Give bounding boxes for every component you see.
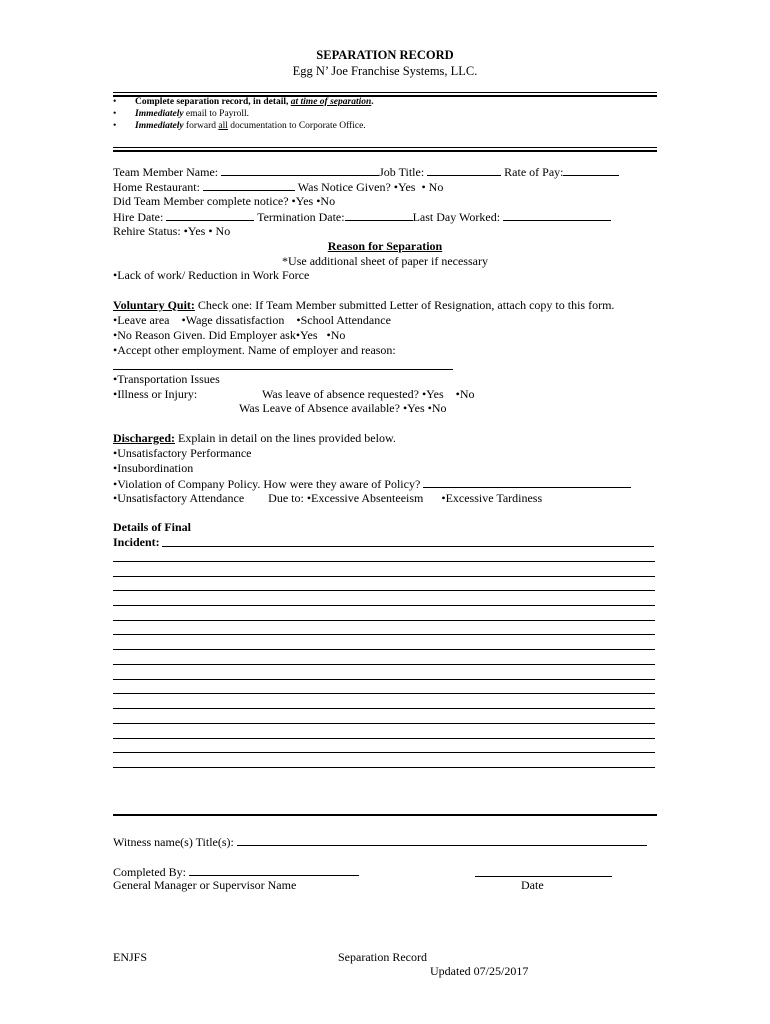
home-restaurant-field[interactable] [203, 179, 295, 191]
leave-area-option[interactable]: •Leave area [113, 313, 170, 327]
details-line[interactable] [113, 679, 655, 680]
gm-name-label: General Manager or Supervisor Name [113, 878, 297, 892]
rate-of-pay-field[interactable] [563, 164, 619, 176]
details-label: Details of Final [113, 520, 191, 534]
details-line[interactable] [113, 634, 655, 635]
instruction-item-1: • Complete separation record, in detail, at time of separation. [113, 97, 374, 107]
attendance-option[interactable]: •Unsatisfactory Attendance [113, 491, 245, 505]
details-line[interactable] [113, 723, 655, 724]
details-line[interactable] [113, 590, 655, 591]
bullet-icon: • [113, 97, 117, 107]
instruction-item-2: • Immediately email to Payroll. [113, 109, 249, 119]
complete-notice-row: Did Team Member complete notice? •Yes •No [113, 194, 336, 208]
incident-label: Incident: [113, 535, 160, 549]
details-line[interactable] [113, 752, 655, 753]
details-line[interactable] [113, 605, 655, 606]
insubordination-option[interactable]: •Insubordination [113, 461, 194, 475]
bullet-icon: • [113, 109, 117, 119]
no-reason-row [113, 328, 345, 343]
last-day-worked-field[interactable] [503, 209, 611, 221]
loa-requested-yes[interactable]: •Yes [421, 387, 444, 401]
tardiness-option[interactable]: •Excessive Tardiness [441, 491, 543, 505]
discharged-heading: Discharged: Explain in detail on the lines provided below. [113, 431, 396, 445]
rehire-no-option[interactable]: • No [208, 224, 231, 238]
instructions-divider [113, 147, 657, 152]
company-name: Egg N’ Joe Franchise Systems, LLC. [292, 64, 478, 78]
employer-reason-line[interactable] [113, 369, 453, 370]
wage-option[interactable]: •Wage dissatisfaction [181, 313, 285, 327]
details-line[interactable] [113, 738, 655, 739]
attendance-row: •Unsatisfactory Attendance Due to: •Excessive Absenteeism •Excessive Tardiness [113, 491, 543, 505]
policy-awareness-field[interactable] [423, 476, 631, 488]
violation-option[interactable]: •Violation of Company Policy. How were they aware of Policy? [113, 477, 421, 491]
details-line[interactable] [113, 767, 655, 768]
hire-date-field[interactable] [166, 209, 254, 221]
accept-other-option[interactable]: •Accept other employment. Name of employer and reason: [113, 343, 396, 357]
witness-field[interactable] [237, 834, 647, 846]
employer-ask-yes[interactable]: •Yes [295, 328, 318, 342]
date-field[interactable] [475, 876, 612, 877]
details-line[interactable] [113, 620, 655, 621]
violation-row [113, 476, 631, 492]
details-line[interactable] [113, 649, 655, 650]
team-member-row: Team Member Name: Job Title: Rate of Pay: [113, 164, 619, 180]
unsatisfactory-performance-option[interactable]: •Unsatisfactory Performance [113, 446, 252, 460]
reason-heading: Reason for Separation [327, 239, 443, 253]
form-title: SEPARATION RECORD [316, 48, 454, 62]
details-line[interactable] [113, 693, 655, 694]
reason-note: *Use additional sheet of paper if necessary [282, 254, 488, 268]
loa-available-row: Was Leave of Absence available? •Yes •No [239, 401, 447, 415]
voluntary-options-row [113, 313, 391, 328]
loa-available-yes[interactable]: •Yes [402, 401, 425, 415]
witness-row: Witness name(s) Title(s): [113, 834, 647, 850]
loa-requested-row: Was leave of absence requested? •Yes •No [262, 387, 475, 401]
loa-available-no[interactable]: •No [427, 401, 447, 415]
illness-option[interactable]: •Illness or Injury: [113, 387, 198, 401]
instruction-item-3: • Immediately forward all documentation to Corporate Office. [113, 121, 366, 131]
team-member-name-field[interactable] [221, 164, 379, 176]
lack-of-work-option[interactable]: •Lack of work/ Reduction in Work Force [113, 268, 310, 282]
completed-by-field[interactable] [189, 864, 359, 876]
completed-by-row: Completed By: [113, 864, 359, 880]
notice-yes-option[interactable]: •Yes [393, 180, 416, 194]
footer-left: ENJFS [113, 950, 148, 964]
footer-center: Separation Record [338, 950, 427, 964]
transportation-option[interactable]: •Transportation Issues [113, 372, 220, 386]
details-line[interactable] [113, 664, 655, 665]
bullet-icon: • [113, 121, 117, 131]
no-reason-option[interactable]: •No Reason Given. Did Employer ask [113, 328, 296, 342]
school-option[interactable]: •School Attendance [296, 313, 391, 327]
signoff-divider [113, 814, 657, 816]
voluntary-quit-heading: Voluntary Quit: Check one: If Team Member submitted Letter of Resignation, attach copy to this form. [113, 298, 615, 312]
home-restaurant-row: Home Restaurant: Was Notice Given? •Yes • No [113, 180, 444, 194]
footer-updated: Updated 07/25/2017 [430, 964, 529, 978]
date-label: Date [521, 878, 544, 892]
complete-notice-yes-option[interactable]: •Yes [291, 194, 314, 208]
termination-date-field[interactable] [345, 209, 413, 221]
job-title-field[interactable] [427, 164, 501, 176]
absenteeism-option[interactable]: •Excessive Absenteeism [306, 491, 424, 505]
loa-requested-no[interactable]: •No [455, 387, 475, 401]
complete-notice-no-option[interactable]: •No [316, 194, 336, 208]
rehire-status-row: Rehire Status: •Yes • No [113, 224, 231, 238]
details-line[interactable] [113, 561, 655, 562]
incident-line[interactable] [162, 546, 654, 547]
dates-row: Hire Date: Termination Date: Last Day Worked: [113, 209, 611, 225]
rehire-yes-option[interactable]: •Yes [183, 224, 206, 238]
details-line[interactable] [113, 708, 655, 709]
employer-ask-no[interactable]: •No [326, 328, 346, 342]
details-line[interactable] [113, 576, 655, 577]
notice-no-option[interactable]: • No [421, 180, 444, 194]
